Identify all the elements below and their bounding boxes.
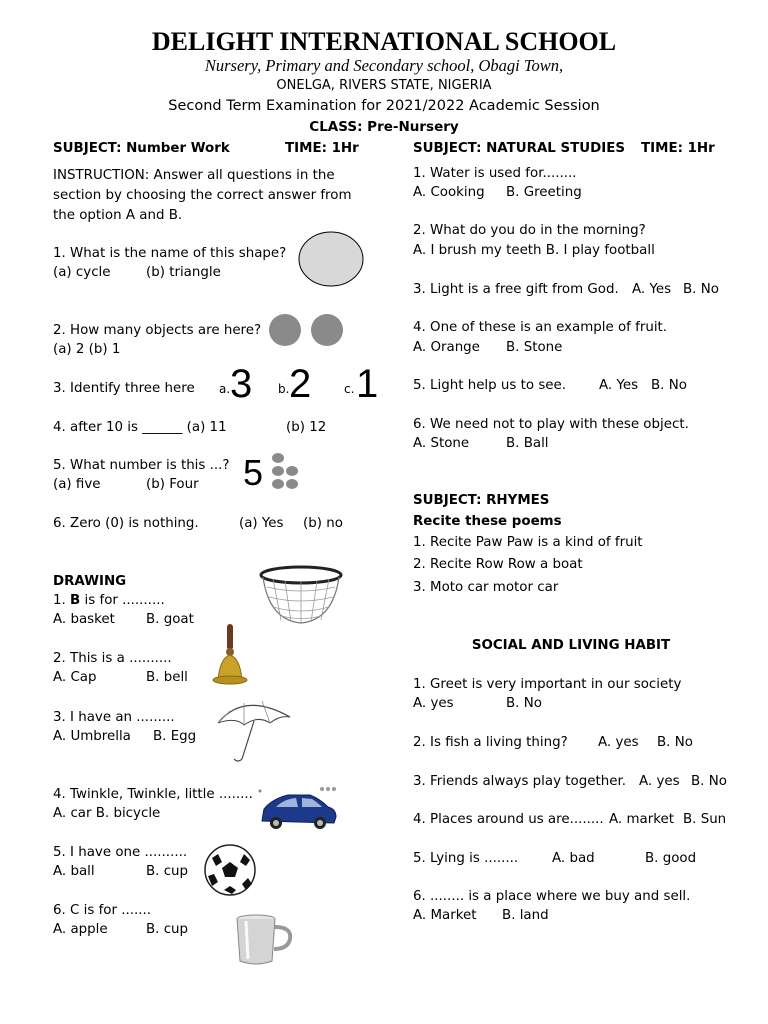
sl-q2-a: A. yes — [598, 735, 639, 750]
five-dots-icon — [270, 452, 302, 490]
ns-q4: 4. One of these is an example of fruit. — [413, 320, 668, 335]
school-subtitle: Nursery, Primary and Secondary school, Obagi Town, — [204, 56, 564, 75]
school-location: ONELGA, RIVERS STATE, NIGERIA — [276, 78, 492, 93]
dr-q1-a: A. basket — [53, 612, 115, 627]
social-title: SOCIAL AND LIVING HABIT — [471, 638, 671, 653]
number-work-time: TIME: 1Hr — [285, 141, 359, 156]
dr-q5-b: B. cup — [146, 864, 189, 879]
dr-q1-letter: B — [70, 593, 81, 608]
sl-q2-b: B. No — [657, 735, 693, 750]
nw-q1-a: (a) cycle — [53, 265, 111, 280]
sl-q6-opts: A. Market B. land — [413, 908, 549, 923]
football-icon — [204, 844, 256, 896]
rhymes-instruction: Recite these poems — [413, 514, 562, 529]
sl-q2: 2. Is fish a living thing? — [413, 735, 568, 750]
dr-q2-a: A. Cap — [53, 670, 97, 685]
instruction-line-3: the option A and B. — [53, 208, 183, 223]
ns-q3: 3. Light is a free gift from God. — [413, 282, 619, 297]
ns-q6-a: A. Stone — [413, 436, 470, 451]
sl-q5-a: A. bad — [552, 851, 595, 866]
ns-q5: 5. Light help us to see. — [413, 378, 567, 393]
cup-icon — [234, 913, 296, 967]
nw-q3-b-number: 2 — [289, 362, 312, 406]
ns-q2: 2. What do you do in the morning? — [413, 223, 646, 238]
dr-q1 — [53, 591, 165, 610]
dr-q6: 6. C is for ....... — [53, 903, 152, 918]
dr-q3-b: B. Egg — [153, 729, 197, 744]
nw-q3-a-label: a. — [219, 382, 231, 396]
nw-q5-number: 5 — [243, 452, 264, 493]
sl-q1-b: B. No — [506, 696, 542, 711]
class-label: CLASS: Pre-Nursery — [309, 119, 459, 135]
basket-icon — [259, 565, 343, 627]
nw-q3-c-label: c. — [344, 382, 355, 396]
ns-q1: 1. Water is used for........ — [413, 166, 577, 181]
ns-q4-a: A. Orange — [413, 340, 480, 355]
subject-number-work: SUBJECT: Number Work — [53, 141, 230, 156]
sl-q4-a: A. market — [609, 812, 674, 827]
subject-natural-studies: SUBJECT: NATURAL STUDIES — [413, 141, 626, 156]
nw-q4-b: (b) 12 — [286, 420, 327, 435]
nw-q2-opts: (a) 2 (b) 1 — [53, 342, 121, 357]
sl-q3-a: A. yes — [639, 774, 680, 789]
ns-q6: 6. We need not to play with these object. — [413, 417, 689, 432]
ns-q4-b: B. Stone — [506, 340, 563, 355]
nw-q1-b: (b) triangle — [146, 265, 221, 280]
dr-q6-b: B. cup — [146, 922, 189, 937]
dr-q4-opts: A. car B. bicycle — [53, 806, 161, 821]
dr-q2-b: B. bell — [146, 670, 188, 685]
rhyme-item: 2. Recite Row Row a boat — [413, 557, 583, 572]
nw-q3-a-number: 3 — [230, 362, 253, 406]
dr-q1-pre: 1. — [53, 593, 71, 608]
circle-shape-icon — [298, 231, 364, 287]
sl-q5: 5. Lying is ........ — [413, 851, 519, 866]
sl-q3: 3. Friends always play together. — [413, 774, 626, 789]
ns-q1-b: B. Greeting — [506, 185, 582, 200]
two-dots-icon — [268, 314, 348, 348]
dr-q3: 3. I have an ......... — [53, 710, 175, 725]
sl-q1-a: A. yes — [413, 696, 454, 711]
nw-q5-b: (b) Four — [146, 477, 199, 492]
nw-q4: 4. after 10 is ______ (a) 11 — [53, 420, 227, 435]
instruction-line-2: section by choosing the correct answer from — [53, 188, 352, 203]
rhyme-item: 1. Recite Paw Paw is a kind of fruit — [413, 535, 643, 550]
dr-q5: 5. I have one .......... — [53, 845, 188, 860]
sl-q5-b: B. good — [645, 851, 697, 866]
dr-q1-post: is for .......... — [80, 593, 165, 608]
ns-q5-a: A. Yes — [599, 378, 639, 393]
dr-q2: 2. This is a .......... — [53, 651, 172, 666]
nw-q1: 1. What is the name of this shape? — [53, 246, 287, 261]
bell-icon — [210, 622, 250, 686]
sl-q4-b: B. Sun — [683, 812, 727, 827]
exam-title: Second Term Examination for 2021/2022 Academic Session — [168, 98, 600, 114]
ns-q3-a: A. Yes — [632, 282, 672, 297]
nw-q6-b: (b) no — [303, 516, 343, 531]
nw-q3-c-number: 1 — [356, 362, 379, 406]
nw-q2: 2. How many objects are here? — [53, 323, 262, 338]
sl-q6: 6. ........ is a place where we buy and sell. — [413, 889, 691, 904]
instruction-line-1: INSTRUCTION: Answer all questions in the — [53, 168, 335, 183]
nw-q6-a: (a) Yes — [239, 516, 284, 531]
ns-q5-b: B. No — [651, 378, 687, 393]
ns-q1-a: A. Cooking — [413, 185, 485, 200]
umbrella-icon — [214, 695, 294, 765]
dr-q6-a: A. apple — [53, 922, 108, 937]
sl-q4: 4. Places around us are........ — [413, 812, 604, 827]
ns-q3-b: B. No — [683, 282, 719, 297]
rhyme-item: 3. Moto car motor car — [413, 580, 559, 595]
dr-q5-a: A. ball — [53, 864, 95, 879]
sl-q1: 1. Greet is very important in our society — [413, 677, 682, 692]
nw-q6: 6. Zero (0) is nothing. — [53, 516, 199, 531]
dr-q4: 4. Twinkle, Twinkle, little ........ — [53, 787, 253, 802]
drawing-title: DRAWING — [53, 574, 127, 589]
natural-studies-time: TIME: 1Hr — [641, 141, 715, 156]
dr-q3-a: A. Umbrella — [53, 729, 131, 744]
nw-q5: 5. What number is this ...? — [53, 458, 230, 473]
nw-q3: 3. Identify three here — [53, 381, 195, 396]
subject-rhymes: SUBJECT: RHYMES — [413, 493, 550, 508]
ns-q6-b: B. Ball — [506, 436, 549, 451]
dr-q1-b: B. goat — [146, 612, 194, 627]
ns-q2-opts: A. I brush my teeth B. I play football — [413, 243, 655, 258]
car-icon — [258, 785, 338, 831]
sl-q3-b: B. No — [691, 774, 727, 789]
nw-q3-b-label: b. — [278, 382, 290, 396]
nw-q5-a: (a) five — [53, 477, 101, 492]
school-name: DELIGHT INTERNATIONAL SCHOOL — [151, 27, 617, 56]
